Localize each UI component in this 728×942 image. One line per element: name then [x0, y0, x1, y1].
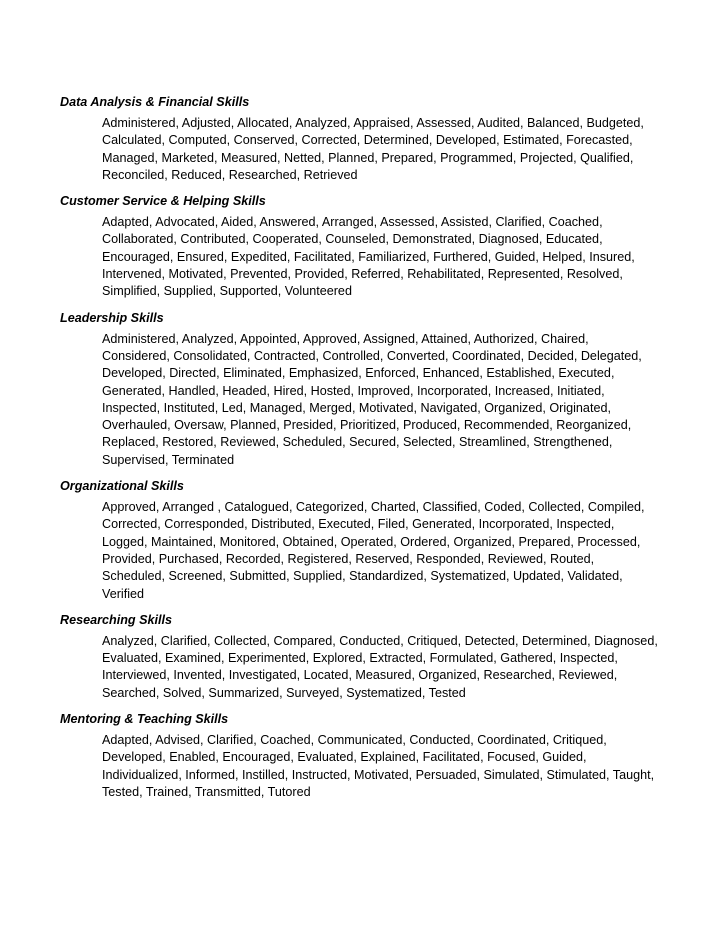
section-body	[102, 115, 690, 184]
body-line: Considered, Consolidated, Contracted, Controlled, Converted, Coordinated, Decided, Delegated,	[102, 348, 642, 363]
section-title: Data Analysis & Financial Skills	[60, 95, 250, 109]
body-line: Developed, Enabled, Encouraged, Evaluated, Explained, Facilitated, Focused, Guided,	[102, 750, 587, 765]
body-line: Managed, Marketed, Measured, Netted, Planned, Prepared, Programmed, Projected, Qualified,	[102, 150, 634, 165]
body-line: Administered, Adjusted, Allocated, Analyzed, Appraised, Assessed, Audited, Balanced, Budgeted,	[102, 116, 644, 130]
body-line: Developed, Directed, Eliminated, Emphasized, Enforced, Enhanced, Established, Executed,	[102, 366, 615, 381]
body-line: Reconciled, Reduced, Researched, Retrieved	[102, 167, 358, 182]
body-line: Overhauled, Oversaw, Planned, Presided, Prioritized, Produced, Recommended, Reorganized,	[102, 418, 632, 433]
body-line: Encouraged, Ensured, Expedited, Facilitated, Familiarized, Furthered, Guided, Helped, Insured,	[102, 249, 635, 264]
body-line: Provided, Purchased, Recorded, Registered, Reserved, Responded, Reviewed, Routed,	[102, 551, 595, 566]
section-researching	[0, 612, 728, 702]
section-title: Researching Skills	[60, 612, 172, 627]
section-data-analysis	[0, 94, 728, 184]
section-body	[102, 732, 690, 801]
section-body	[102, 331, 690, 469]
section-body	[102, 499, 690, 603]
body-line: Evaluated, Examined, Experimented, Explored, Extracted, Formulated, Gathered, Inspected,	[102, 651, 618, 666]
body-line: Corrected, Corresponded, Distributed, Executed, Filed, Generated, Incorporated, Inspected,	[102, 517, 615, 532]
section-mentoring	[0, 711, 728, 801]
body-line: Calculated, Computed, Conserved, Corrected, Determined, Developed, Estimated, Forecasted,	[102, 133, 633, 148]
section-title: Customer Service & Helping Skills	[60, 194, 266, 209]
body-line: Interviewed, Invented, Investigated, Located, Measured, Organized, Researched, Reviewed,	[102, 668, 618, 683]
body-line: Searched, Solved, Summarized, Surveyed, Systematized, Tested	[102, 685, 466, 700]
section-title: Organizational Skills	[60, 479, 184, 494]
section-customer-service	[0, 193, 728, 300]
body-line: Tested, Trained, Transmitted, Tutored	[102, 784, 311, 799]
body-line: Supervised, Terminated	[102, 452, 235, 467]
body-line: Scheduled, Screened, Submitted, Supplied, Standardized, Systematized, Updated, Validated,	[102, 569, 623, 584]
body-line: Analyzed, Clarified, Collected, Compared, Conducted, Critiqued, Detected, Determined, Diagnosed,	[102, 633, 658, 648]
body-line: Adapted, Advocated, Aided, Answered, Arranged, Assessed, Assisted, Clarified, Coached,	[102, 215, 603, 230]
section-body	[102, 214, 690, 300]
body-line: Generated, Handled, Headed, Hired, Hosted, Improved, Incorporated, Increased, Initiated,	[102, 383, 605, 398]
body-line: Collaborated, Contributed, Cooperated, Counseled, Demonstrated, Diagnosed, Educated,	[102, 232, 603, 247]
body-line: Approved, Arranged , Catalogued, Categorized, Charted, Classified, Coded, Collected, Compiled,	[102, 500, 645, 515]
section-title: Mentoring & Teaching Skills	[60, 712, 229, 727]
body-line: Administered, Analyzed, Appointed, Approved, Assigned, Attained, Authorized, Chaired,	[102, 331, 589, 346]
section-title: Leadership Skills	[60, 310, 164, 325]
body-line: Inspected, Instituted, Led, Managed, Merged, Motivated, Navigated, Organized, Originated,	[102, 400, 611, 415]
body-line: Logged, Maintained, Monitored, Obtained, Operated, Ordered, Organized, Prepared, Processed,	[102, 534, 641, 549]
section-organizational	[0, 478, 728, 603]
body-line: Verified	[102, 586, 145, 601]
body-line: Intervened, Motivated, Prevented, Provided, Referred, Rehabilitated, Represented, Resolved,	[102, 267, 623, 282]
section-leadership	[0, 310, 728, 469]
section-body	[102, 633, 690, 702]
body-line: Replaced, Restored, Reviewed, Scheduled, Secured, Selected, Streamlined, Strengthened,	[102, 435, 613, 450]
body-line: Simplified, Supplied, Supported, Volunteered	[102, 284, 352, 299]
body-line: Individualized, Informed, Instilled, Instructed, Motivated, Persuaded, Simulated, Stimulated, Taught,	[102, 767, 655, 782]
body-line: Adapted, Advised, Clarified, Coached, Communicated, Conducted, Coordinated, Critiqued,	[102, 733, 607, 748]
